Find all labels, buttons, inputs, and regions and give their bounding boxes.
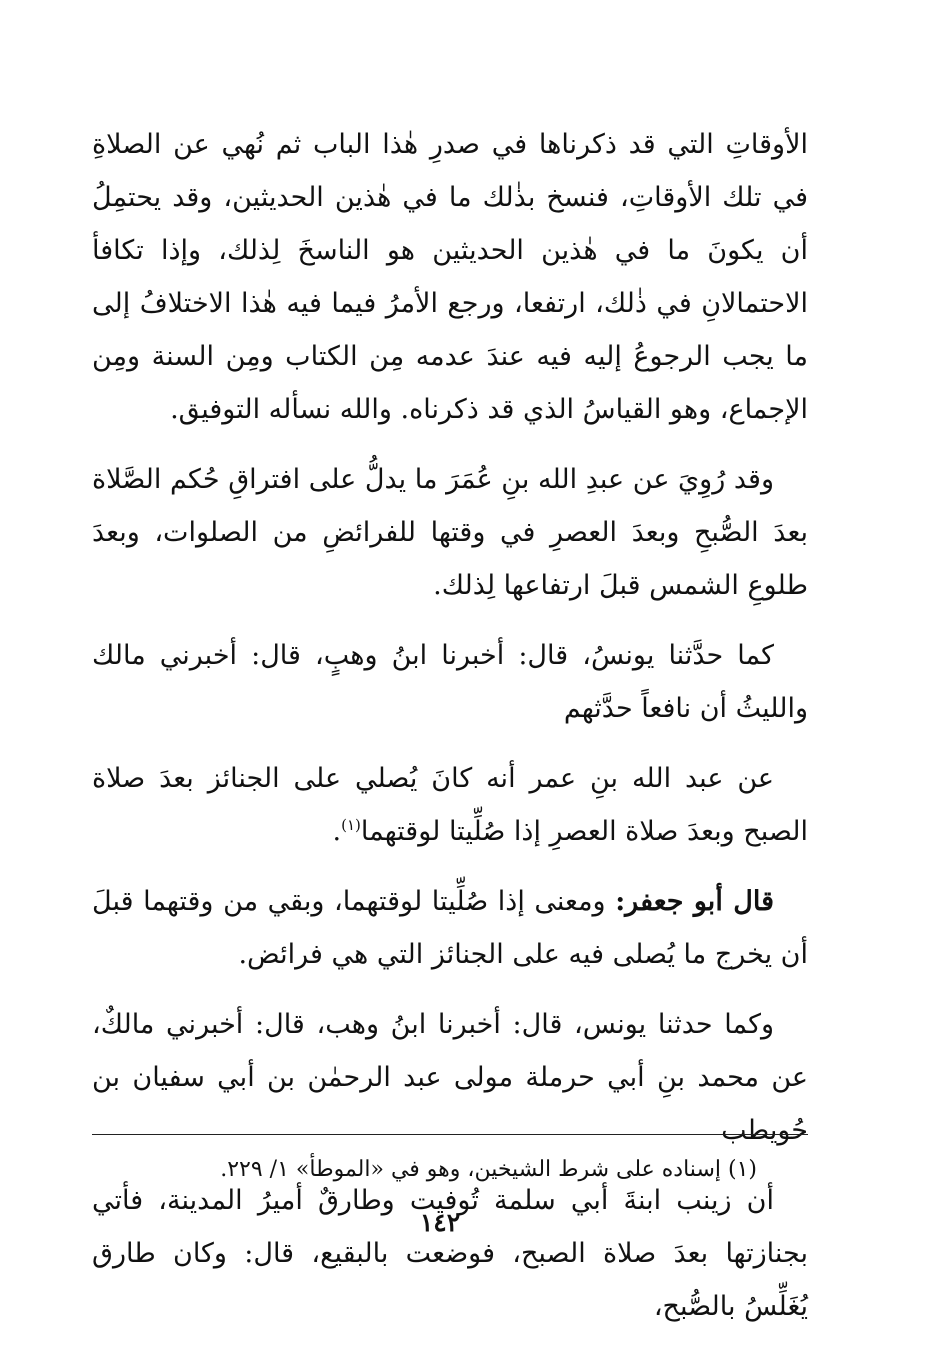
paragraph-7-matn <box>92 1174 808 1333</box>
author-label: قال أبو جعفر: <box>615 886 774 917</box>
paragraph-6-text: وكما حدثنا يونس، قال: أخبرنا ابنُ وهب، قال: أخبرني مالكٌ، عن محمد بنِ أبي حرملة مولى عبد الرحمٰن بن أبي سفيان بن حُويطب <box>92 1009 808 1146</box>
page-number: ١٤٢ <box>419 1208 461 1237</box>
paragraph-5-commentary <box>92 875 808 981</box>
paragraph-4-matn <box>92 752 808 858</box>
footnote-text: (١) إسناده على شرط الشيخين، وهو في «الموطأ» ١/ ٢٢٩. <box>220 1157 757 1182</box>
paragraph-7-text: أن زينب ابنةَ أبي سلمة تُوفيت وطارقٌ أميرُ المدينة، فأتي بجنازتها بعدَ صلاة الصبح، فوضعت بالبقيع، قال: وكان طارق يُغَلِّسُ بالصُّبح، <box>92 1185 808 1322</box>
paragraph-5-text: ومعنى إذا صُلِّيتا لوقتهما، وبقي من وقتهما قبلَ أن يخرج ما يُصلى فيه على الجنائز التي هي فرائض. <box>92 886 808 970</box>
paragraph-3-isnad <box>92 629 808 735</box>
footnote-reference: (١) <box>341 816 361 834</box>
paragraph-4-text: عن عبد الله بنِ عمر أنه كانَ يُصلي على الجنائز بعدَ صلاة الصبح وبعدَ صلاة العصرِ إذا صُلِّيتا لوقتهما <box>92 763 808 847</box>
paragraph-2-text: وقد رُوِيَ عن عبدِ الله بنِ عُمَرَ ما يدلُّ على افتراقِ حُكم الصَّلاة بعدَ الصُّبحِ وبعدَ العصرِ في وقتها للفرائضِ من الصلوات، وبعدَ طلوعِ الشمس قبلَ ارتفاعها لِذلك. <box>92 464 808 601</box>
footnote-divider <box>92 1134 808 1135</box>
paragraph-4-trailing: . <box>332 816 342 847</box>
paragraph-3-text: كما حدَّثنا يونسُ، قال: أخبرنا ابنُ وهبٍ، قال: أخبرني مالك والليثُ أن نافعاً حدَّثهم <box>92 640 808 724</box>
paragraph-2 <box>92 453 808 612</box>
paragraph-1 <box>92 118 808 436</box>
paragraph-1-text: الأوقاتِ التي قد ذكرناها في صدرِ هٰذا الباب ثم نُهي عن الصلاةِ في تلك الأوقاتِ، فنسخ بذٰلك ما في هٰذين الحديثين، وقد يحتمِلُ أن يكونَ ما في هٰذين الحديثين هو الناسخَ لِذلك، وإذا تكافأ الاحتمالانِ في ذٰلك، ارتفعا، ورجع الأمرُ فيما فيه هٰذا الاختلافُ إلى ما يجب الرجوعُ إليه فيه عندَ عدمه مِن الكتاب ومِن السنة ومِن الإجماع، وهو القياسُ الذي قد ذكرناه. والله نسأله التوفيق. <box>92 129 808 425</box>
